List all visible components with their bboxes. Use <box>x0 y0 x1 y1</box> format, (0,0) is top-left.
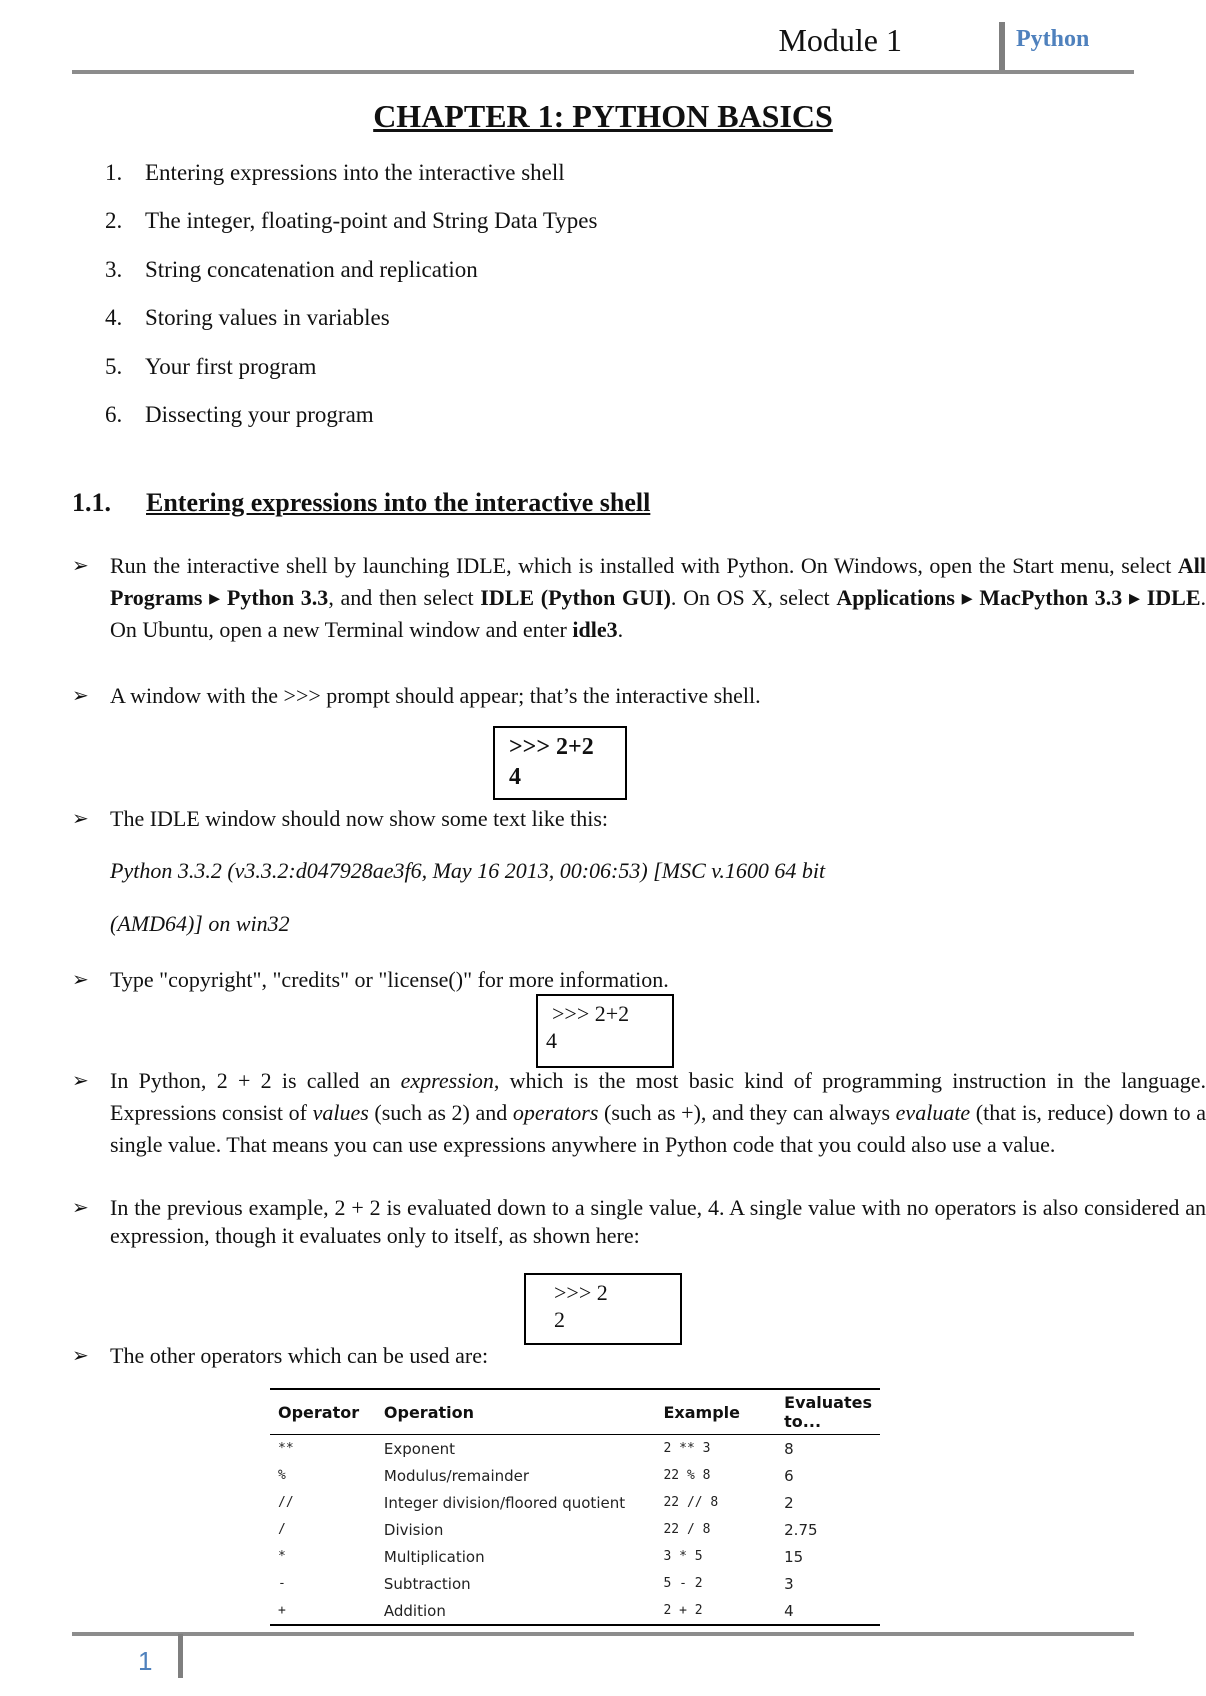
table-cell: Subtraction <box>383 1574 471 1593</box>
code-line: 4 <box>546 1028 557 1053</box>
table-row <box>270 1570 880 1597</box>
toc-item <box>105 402 374 428</box>
arrow-bullet-icon: ➢ <box>72 555 89 577</box>
header-divider <box>999 22 1005 72</box>
toc-item <box>105 208 597 234</box>
header-rule <box>72 70 1134 74</box>
toc-number: 3. <box>105 257 123 282</box>
table-row <box>270 1462 880 1489</box>
idle-banner-line: (AMD64)] on win32 <box>110 911 290 936</box>
bullet-text: Run the interactive shell by launching IDLE, which is installed with Python. On Windows, open the Start menu, select All Programs ▸ Python 3.3, and then select IDLE (Python GUI). On OS X, select Applications ▸ MacPython 3.3 ▸ IDLE. On Ubuntu, open a new Terminal window and enter idle3. <box>110 553 1206 642</box>
section-title: Entering expressions into the interactive shell <box>146 488 651 517</box>
table-cell: 15 <box>784 1547 804 1566</box>
code-line: 2 <box>554 1307 565 1332</box>
footer-rule <box>72 1632 1134 1636</box>
toc-text: Entering expressions into the interactive shell <box>145 160 565 185</box>
table-row <box>270 1597 880 1625</box>
table-cell: ** <box>278 1441 294 1456</box>
toc-text: The integer, floating-point and String Data Types <box>145 208 598 233</box>
code-box <box>536 994 674 1068</box>
header-module: Module 1 <box>778 22 902 58</box>
table-cell: 2 ** 3 <box>663 1441 711 1456</box>
column-header: Operation <box>376 1389 656 1435</box>
toc-number: 6. <box>105 402 123 427</box>
code-line: >>> 2+2 <box>509 734 594 760</box>
arrow-bullet-icon: ➢ <box>72 1197 89 1219</box>
arrow-bullet-icon: ➢ <box>72 1345 89 1367</box>
table-cell: 4 <box>784 1601 794 1620</box>
table-cell: + <box>278 1603 286 1618</box>
table-cell: 22 // 8 <box>663 1495 719 1510</box>
table-cell: 2 + 2 <box>663 1603 703 1618</box>
table-cell: Exponent <box>383 1439 456 1458</box>
table-cell: 3 * 5 <box>663 1549 703 1564</box>
bullet-text: A window with the >>> prompt should appear; that’s the interactive shell. <box>110 683 761 708</box>
table-row <box>270 1489 880 1516</box>
column-header: Evaluates to... <box>776 1389 880 1435</box>
table-cell: Addition <box>383 1601 446 1620</box>
column-header: Operator <box>270 1389 376 1435</box>
table-cell: 3 <box>784 1574 794 1593</box>
section-number: 1.1. <box>72 488 111 517</box>
bullet-text: The IDLE window should now show some text like this: <box>110 806 609 831</box>
toc-number: 4. <box>105 305 123 330</box>
table-header-row <box>270 1389 880 1435</box>
code-line: >>> 2+2 <box>552 1001 630 1026</box>
table-row <box>270 1516 880 1543</box>
table-cell: // <box>278 1495 294 1510</box>
arrow-bullet-icon: ➢ <box>72 808 89 830</box>
bullet-text: Type "copyright", "credits" or "license()" for more information. <box>110 967 669 992</box>
toc-item <box>105 305 390 331</box>
table-cell: / <box>278 1522 286 1537</box>
chapter-title: CHAPTER 1: PYTHON BASICS <box>373 98 833 134</box>
table-cell: 22 % 8 <box>663 1468 711 1483</box>
table-cell: Integer division/floored quotient <box>383 1493 626 1512</box>
bullet-text: In the previous example, 2 + 2 is evaluated down to a single value, 4. A single value with no operators is also considered an expression, though it evaluates only to itself, as shown here: <box>110 1195 1206 1248</box>
table-row <box>270 1435 880 1463</box>
page-number: 1 <box>138 1646 153 1676</box>
toc-text: Dissecting your program <box>145 402 374 427</box>
toc-text: Storing values in variables <box>145 305 390 330</box>
table-cell: 2.75 <box>784 1520 818 1539</box>
arrow-bullet-icon: ➢ <box>72 685 89 707</box>
table-cell: Division <box>383 1520 444 1539</box>
code-box <box>493 726 627 800</box>
toc-text: String concatenation and replication <box>145 257 478 282</box>
table-row <box>270 1543 880 1570</box>
table-cell: - <box>278 1576 286 1591</box>
toc-number: 2. <box>105 208 123 233</box>
header-subject: Python <box>1016 26 1090 52</box>
table-cell: 6 <box>784 1466 794 1485</box>
table-cell: Multiplication <box>383 1547 485 1566</box>
toc-item <box>105 160 565 186</box>
toc-item <box>105 257 478 283</box>
arrow-bullet-icon: ➢ <box>72 969 89 991</box>
table-cell: 5 - 2 <box>663 1576 703 1591</box>
table-cell: 22 / 8 <box>663 1522 711 1537</box>
table-cell: * <box>278 1549 286 1564</box>
table-cell: Modulus/remainder <box>383 1466 530 1485</box>
idle-banner-line: Python 3.3.2 (v3.3.2:d047928ae3f6, May 16 2013, 00:06:53) [MSC v.1600 64 bit <box>110 858 826 883</box>
footer-divider <box>178 1634 183 1678</box>
column-header: Example <box>655 1389 776 1435</box>
table-cell: 2 <box>784 1493 794 1512</box>
toc-item <box>105 354 316 380</box>
bullet-text: In Python, 2 + 2 is called an expression, which is the most basic kind of programming instruction in the language. Expressions consist of values (such as 2) and operators (such as +), and they can always evaluate (that is, reduce) down to a single value. That means you can use expressions anywhere in Python code that you could also use a value. <box>110 1068 1206 1157</box>
table-cell: % <box>278 1468 286 1483</box>
bullet-text: The other operators which can be used are: <box>110 1343 489 1368</box>
code-box <box>524 1273 682 1345</box>
toc-text: Your first program <box>145 354 317 379</box>
toc-number: 5. <box>105 354 123 379</box>
table-cell: 8 <box>784 1439 794 1458</box>
code-line: 4 <box>509 764 521 790</box>
operators-table <box>270 1388 880 1626</box>
toc-number: 1. <box>105 160 123 185</box>
code-line: >>> 2 <box>554 1280 608 1305</box>
arrow-bullet-icon: ➢ <box>72 1070 89 1092</box>
